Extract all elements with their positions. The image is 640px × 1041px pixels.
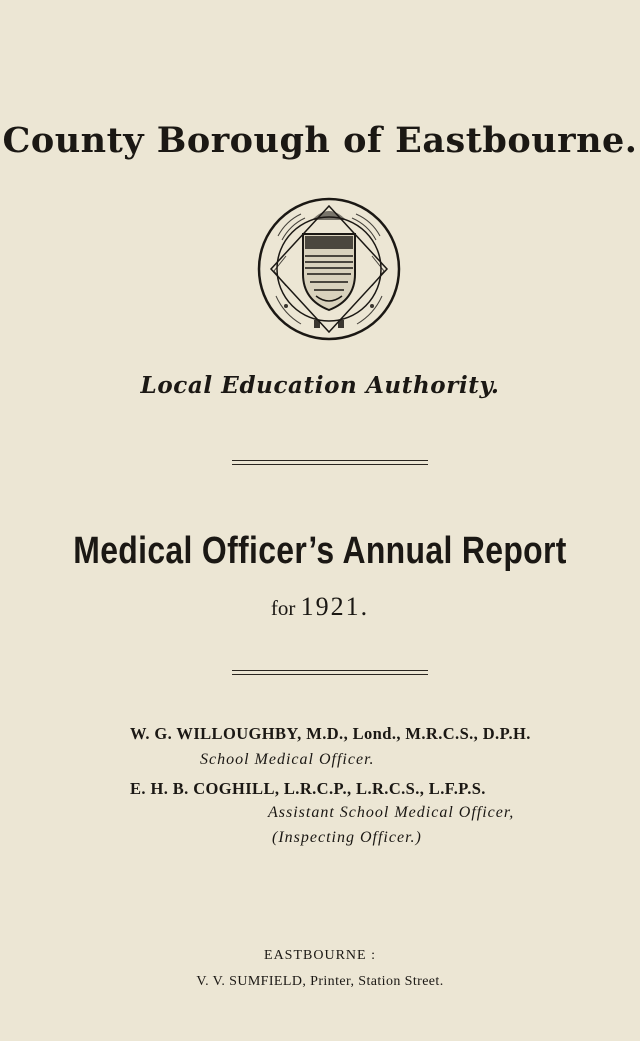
report-for-label: for: [270, 596, 296, 620]
officer-role: (Inspecting Officer.): [272, 829, 422, 846]
report-year-line: [0, 592, 640, 622]
divider-rule: [232, 670, 428, 675]
officer-name: E. H. B. COGHILL, L.R.C.P., L.R.C.S., L.F.P.S.: [130, 779, 486, 798]
borough-seal-icon: [256, 196, 402, 342]
officer-name: W. G. WILLOUGHBY, M.D., Lond., M.R.C.S., D.P.H.: [130, 724, 531, 743]
borough-heading: County Borough of Eastbourne.: [2, 120, 638, 161]
report-title: Medical Officer’s Annual Report: [73, 530, 567, 572]
report-year: 1921.: [300, 592, 370, 621]
imprint-place: EASTBOURNE :: [264, 948, 376, 963]
divider-rule: [232, 460, 428, 465]
officer-role: Assistant School Medical Officer,: [268, 804, 515, 821]
officer-role: School Medical Officer.: [200, 751, 375, 768]
imprint-printer: V. V. SUMFIELD, Printer, Station Street.: [196, 974, 444, 989]
authority-title: Local Education Authority.: [140, 372, 500, 399]
